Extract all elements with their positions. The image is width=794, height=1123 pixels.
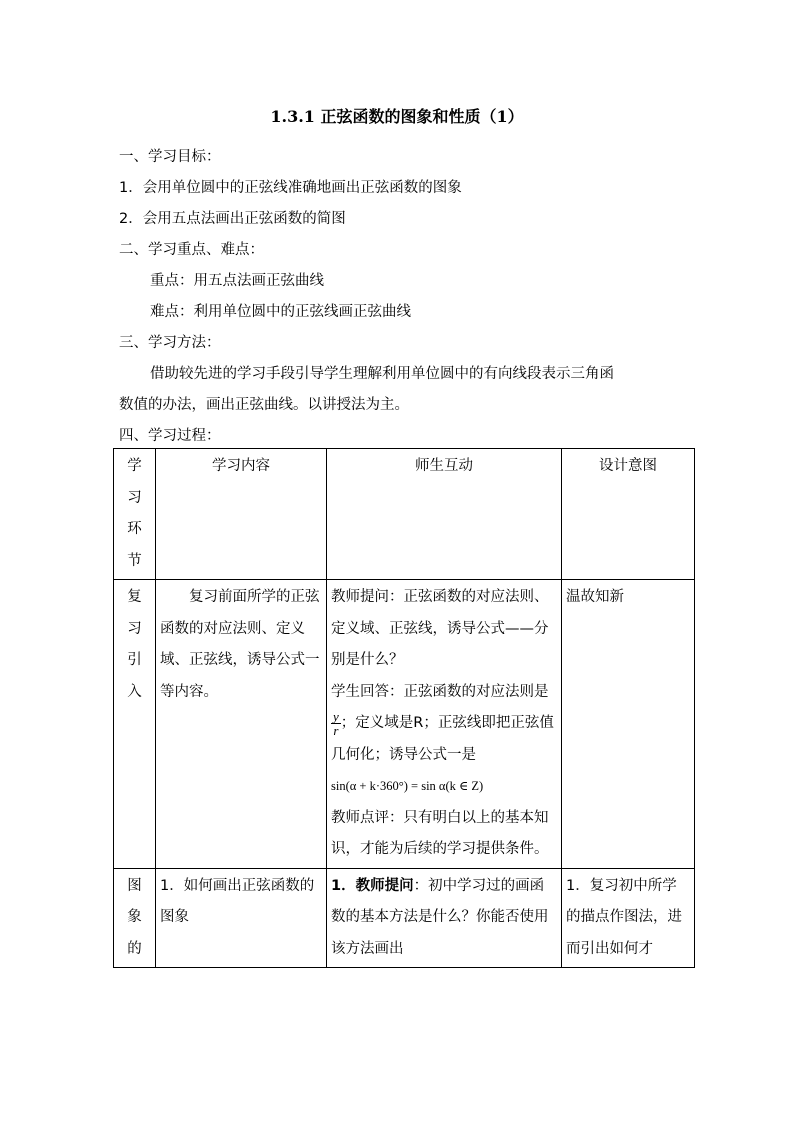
section-key-points-heading: 二、学习重点、难点： xyxy=(119,242,264,258)
table-row-graph xyxy=(114,868,695,968)
difficult-point: 难点：利用单位圆中的正弦线画正弦曲线 xyxy=(150,304,411,320)
intent-cell: 温故知新 xyxy=(562,580,695,869)
header-intent: 设计意图 xyxy=(562,449,695,580)
intent-cell: 1．复习初中所学的描点作图法，进而引出如何才 xyxy=(562,868,695,968)
header-content: 学习内容 xyxy=(156,449,327,580)
interaction-cell xyxy=(327,580,562,869)
method-line-2: 数值的办法，画出正弦曲线。以讲授法为主。 xyxy=(119,397,409,413)
header-interaction: 师生互动 xyxy=(327,449,562,580)
induction-formula: sin(α + k·360°) = sin α(k ∈ Z) xyxy=(331,779,484,793)
section-goals-heading: 一、学习目标： xyxy=(119,149,221,165)
section-method-heading: 三、学习方法： xyxy=(119,335,221,351)
goal-item-1: 1．会用单位圆中的正弦线准确地画出正弦函数的图象 xyxy=(119,180,462,196)
stage-cell: 图象的 xyxy=(114,868,156,968)
teacher-comment: 教师点评：只有明白以上的基本知识，才能为后续的学习提供条件。 xyxy=(331,809,549,857)
content-cell: 1．如何画出正弦函数的图象 xyxy=(156,868,327,968)
key-point: 重点：用五点法画正弦曲线 xyxy=(150,273,324,289)
goal-item-2: 2．会用五点法画出正弦函数的简图 xyxy=(119,211,346,227)
teacher-question: 教师提问：正弦函数的对应法则、定义域、正弦线，诱导公式——分别是什么？ xyxy=(331,589,549,668)
student-answer: 学生回答：正弦函数的对应法则是 $\frac{y}{r}$ ；定义域是R；正弦线即把正弦值几何化；诱导公式一是 xyxy=(331,683,554,763)
content-cell: 复习前面所学的正弦函数的对应法则、定义域、正弦线，诱导公式一等内容。 xyxy=(156,580,327,869)
header-stage: 学习环节 xyxy=(114,449,156,580)
section-process-heading: 四、学习过程： xyxy=(119,428,221,444)
stage-cell: 复习引入 xyxy=(114,580,156,869)
page-title: 1.3.1 正弦函数的图象和性质（1） xyxy=(270,107,524,126)
table-row-review xyxy=(114,580,695,869)
learning-process-table xyxy=(113,448,695,968)
table-header-row xyxy=(114,449,695,580)
method-line-1: 借助较先进的学习手段引导学生理解利用单位圆中的有向线段表示三角函 xyxy=(150,366,614,382)
fraction-y-over-r: $\frac{y}{r}$ xyxy=(333,708,339,738)
interaction-cell: 1．教师提问：初中学习过的画函数的基本方法是什么？你能否使用该方法画出 xyxy=(327,868,562,968)
